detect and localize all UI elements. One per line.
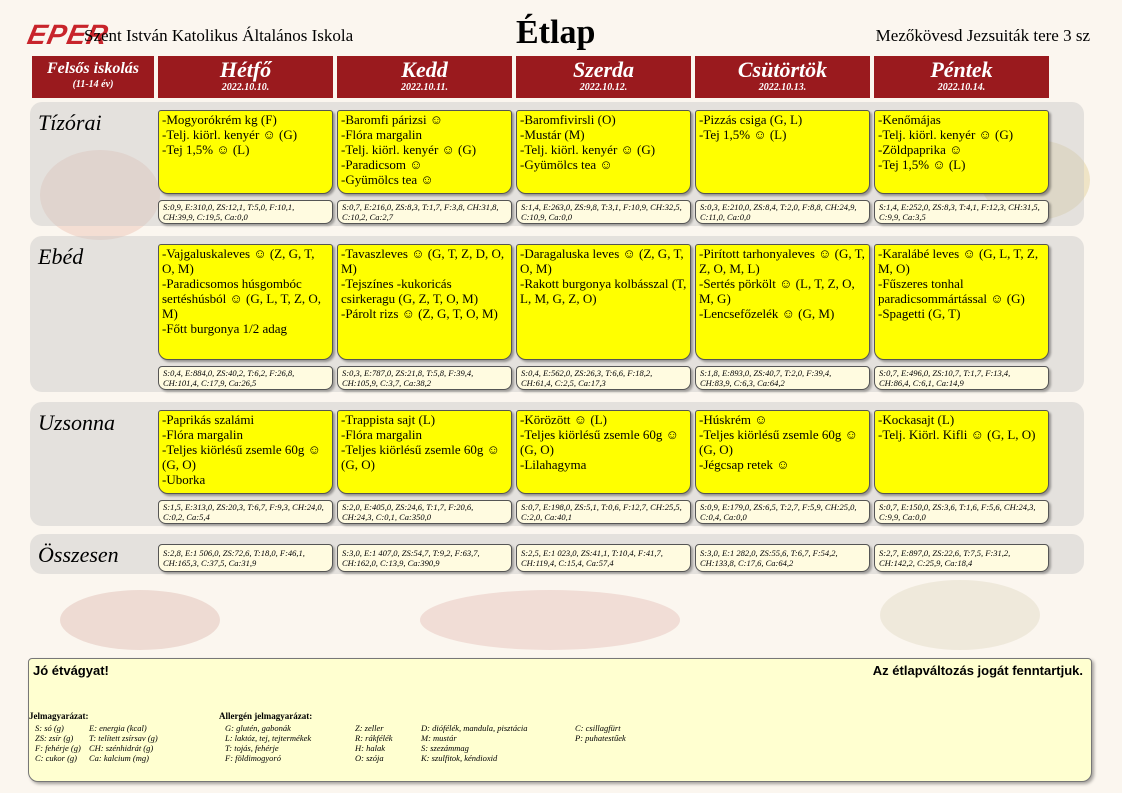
row-spacer (32, 98, 154, 106)
school-name: Szent István Katolikus Általános Iskola (84, 26, 354, 45)
food-item: -Pirított tarhonyaleves ☺ (G, T, Z, O, M, L) (699, 246, 865, 276)
day-header-cell (695, 56, 870, 98)
row-spacer (158, 396, 333, 406)
legend-entry: M: mustár (421, 733, 457, 743)
row-spacer (32, 530, 154, 538)
row-spacer (874, 98, 1049, 106)
totals-nutrition: S:3,0, E:1 282,0, ZS:55,6, T:6,7, F:54,2, CH:133,8, C:17,6, Ca:64,2 (695, 544, 870, 572)
level-label: Felsős iskolás (46, 60, 139, 77)
food-item: -Lilahagyma (520, 457, 587, 472)
legend-entry: O: szója (355, 753, 384, 763)
food-box (516, 244, 691, 360)
food-box (337, 410, 512, 494)
menu-cell (695, 406, 870, 530)
food-item: -Lencsefőzelék ☺ (G, M) (699, 306, 835, 321)
legend-entry: C: cukor (g) (35, 753, 78, 763)
day-name: Kedd (401, 57, 448, 82)
food-item: -Gyümölcs tea ☺ (520, 157, 613, 172)
food-item: -Telj. kiörl. kenyér ☺ (G) (341, 142, 477, 157)
food-box (874, 110, 1049, 194)
row-spacer (516, 396, 691, 406)
school-address: Mezőkövesd Jezsuiták tere 3 sz (875, 26, 1090, 45)
legend-entry: F: fehérje (g) (35, 743, 81, 753)
nutrition-info: S:0,9, E:179,0, ZS:6,5, T:2,7, F:5,9, CH:25,0, C:0,4, Ca:0,0 (695, 500, 870, 524)
food-box (516, 110, 691, 194)
food-item: -Körözött ☺ (L) (520, 412, 607, 427)
menu-cell (158, 406, 333, 530)
day-header-cell (337, 56, 512, 98)
food-item: -Spagetti (G, T) (878, 306, 961, 321)
totals-cell (695, 538, 870, 578)
nutrition-info: S:0,4, E:562,0, ZS:26,3, T:6,6, F:18,2, CH:61,4, C:2,5, Ca:17,3 (516, 366, 691, 390)
nutrition-info: S:0,7, E:496,0, ZS:10,7, T:1,7, F:13,4, CH:86,4, C:6,1, Ca:14,9 (874, 366, 1049, 390)
legend-entry: C: csillagfürt (575, 723, 621, 733)
school-logo: EPER (24, 19, 112, 50)
food-box (158, 410, 333, 494)
nutrition-info: S:1,5, E:313,0, ZS:20,3, T:6,7, F:9,3, CH:24,0, C:0,2, Ca:5,4 (158, 500, 333, 524)
background-decoration (60, 590, 220, 650)
level-header-cell (32, 56, 154, 98)
day-header-cell (516, 56, 691, 98)
day-date: 2022.10.13. (758, 82, 807, 93)
nutrition-info: S:0,9, E:310,0, ZS:12,1, T:5,0, F:10,1, CH:39,9, C:19,5, Ca:0,0 (158, 200, 333, 224)
food-box (695, 244, 870, 360)
legend-entry: D: diófélék, mandula, pisztácia (421, 723, 528, 733)
menu-cell (516, 106, 691, 230)
legend-entry: ZS: zsír (g) (35, 733, 74, 743)
row-spacer (516, 530, 691, 538)
food-item: -Karalábé leves ☺ (G, L, T, Z, M, O) (878, 246, 1039, 276)
meal-label: Ebéd (38, 244, 84, 269)
food-item: -Vajgaluskaleves ☺ (Z, G, T, O, M) (162, 246, 315, 276)
bon-appetit-text: Jó étvágyat! (33, 663, 109, 678)
background-decoration (880, 580, 1040, 650)
day-name: Péntek (930, 57, 993, 82)
menu-cell (158, 240, 333, 396)
allergen-legend-title: Allergén jelmagyarázat: (219, 711, 313, 721)
food-item: -Flóra margalin (341, 427, 422, 442)
food-box (874, 244, 1049, 360)
page-title: Étlap (516, 14, 596, 51)
totals-nutrition: S:2,8, E:1 506,0, ZS:72,6, T:18,0, F:46,1, CH:165,3, C:37,5, Ca:31,9 (158, 544, 333, 572)
menu-cell (516, 406, 691, 530)
row-spacer (516, 230, 691, 240)
row-spacer (695, 530, 870, 538)
totals-cell (516, 538, 691, 578)
nutrition-info: S:1,4, E:252,0, ZS:8,3, T:4,1, F:12,3, CH:31,5, C:9,9, Ca:3,5 (874, 200, 1049, 224)
food-item: -Teljes kiörlésű zsemle 60g ☺ (G, O) (162, 442, 321, 472)
nutrition-legend-title: Jelmagyarázat: (29, 711, 89, 721)
food-box (158, 110, 333, 194)
food-item: -Teljes kiörlésű zsemle 60g ☺ (G, O) (341, 442, 500, 472)
food-item: -Főtt burgonya 1/2 adag (162, 321, 288, 336)
totals-nutrition: S:2,7, E:897,0, ZS:22,6, T:7,5, F:31,2, CH:142,2, C:25,9, Ca:18,4 (874, 544, 1049, 572)
menu-cell (695, 106, 870, 230)
row-spacer (158, 230, 333, 240)
legend-entry: Ca: kalcium (mg) (89, 753, 149, 763)
food-item: -Rakott burgonya kolbásszal (T, L, M, G, Z, O) (520, 276, 687, 306)
legend-entry: R: rákfélék (355, 733, 393, 743)
legend-entry: F: földimogyoró (225, 753, 281, 763)
allergen-legend-column (421, 723, 527, 763)
legend-entry: H: halak (355, 743, 385, 753)
menu-cell (874, 106, 1049, 230)
totals-cell (337, 538, 512, 578)
totals-label: Összesen (38, 542, 119, 567)
food-box (695, 110, 870, 194)
legend-entry: P: puhatestűek (575, 733, 626, 743)
menu-cell (874, 240, 1049, 396)
row-spacer (337, 98, 512, 106)
food-item: -Telj. kiörl. kenyér ☺ (G) (520, 142, 656, 157)
day-date: 2022.10.14. (937, 82, 986, 93)
food-item: -Trappista sajt (L) (341, 412, 436, 427)
food-item: -Tej 1,5% ☺ (L) (878, 157, 966, 172)
nutrition-info: S:0,3, E:787,0, ZS:21,8, T:5,8, F:39,4, CH:105,9, C:3,7, Ca:38,2 (337, 366, 512, 390)
food-item: -Zöldpaprika ☺ (878, 142, 963, 157)
food-box (695, 410, 870, 494)
food-item: -Flóra margalin (162, 427, 243, 442)
food-item: -Tejszínes -kukoricás csirkeragu (G, Z, T, O, M) (341, 276, 479, 306)
row-spacer (695, 230, 870, 240)
food-item: -Jégcsap retek ☺ (699, 457, 790, 472)
row-spacer (874, 396, 1049, 406)
menu-cell (337, 240, 512, 396)
row-spacer (695, 396, 870, 406)
food-box (874, 410, 1049, 494)
food-item: -Paprikás szalámi (162, 412, 255, 427)
food-item: -Kenőmájas (878, 112, 941, 127)
nutrition-info: S:2,0, E:405,0, ZS:24,6, T:1,7, F:20,6, CH:24,3, C:0,1, Ca:350,0 (337, 500, 512, 524)
page-header (0, 0, 1122, 52)
menu-cell (874, 406, 1049, 530)
food-item: -Baromfi párizsi ☺ (341, 112, 444, 127)
day-name: Hétfő (219, 57, 272, 82)
row-spacer (337, 530, 512, 538)
totals-nutrition: S:3,0, E:1 407,0, ZS:54,7, T:9,2, F:63,7, CH:162,0, C:13,9, Ca:390,9 (337, 544, 512, 572)
menu-cell (695, 240, 870, 396)
food-item: -Mogyorókrém kg (F) (162, 112, 277, 127)
food-item: -Sertés pörkölt ☺ (L, T, Z, O, M, G) (699, 276, 855, 306)
row-spacer (874, 230, 1049, 240)
food-item: -Telj. Kiörl. Kifli ☺ (G, L, O) (878, 427, 1036, 442)
row-spacer (695, 98, 870, 106)
menu-cell (158, 106, 333, 230)
day-date: 2022.10.11. (401, 82, 448, 93)
row-spacer (337, 230, 512, 240)
food-item: -Tavaszleves ☺ (G, T, Z, D, O, M) (341, 246, 505, 276)
food-item: -Pizzás csiga (G, L) (699, 112, 803, 127)
food-item: -Teljes kiörlésű zsemle 60g ☺ (G, O) (520, 427, 679, 457)
allergen-legend-column (355, 723, 393, 763)
food-item: -Tej 1,5% ☺ (L) (162, 142, 250, 157)
food-item: -Telj. kiörl. kenyér ☺ (G) (162, 127, 298, 142)
legend-entry: T: telített zsírsav (g) (89, 733, 158, 743)
day-date: 2022.10.12. (579, 82, 628, 93)
menu-cell (516, 240, 691, 396)
row-spacer (874, 530, 1049, 538)
legend-entry: T: tojás, fehérje (225, 743, 279, 753)
food-item: -Párolt rizs ☺ (Z, G, T, O, M) (341, 306, 498, 321)
row-spacer (32, 230, 154, 240)
food-item: -Telj. kiörl. kenyér ☺ (G) (878, 127, 1014, 142)
row-spacer (158, 98, 333, 106)
allergen-legend-column (575, 723, 626, 743)
menu-cell (337, 106, 512, 230)
food-box (158, 244, 333, 360)
level-age: (11-14 év) (72, 79, 114, 90)
meal-label: Tízórai (38, 110, 102, 135)
totals-cell (874, 538, 1049, 578)
legend-entry: CH: szénhidrát (g) (89, 743, 154, 753)
row-spacer (32, 396, 154, 406)
disclaimer-text: Az étlapváltozás jogát fenntartjuk. (872, 663, 1083, 678)
meal-label: Uzsonna (38, 410, 116, 435)
nutrition-info: S:1,4, E:263,0, ZS:9,8, T:3,1, F:10,9, CH:32,5, C:10,9, Ca:0,0 (516, 200, 691, 224)
row-spacer (158, 530, 333, 538)
nutrition-info: S:1,8, E:893,0, ZS:40,7, T:2,0, F:39,4, CH:83,9, C:6,3, Ca:64,2 (695, 366, 870, 390)
legend-entry: Z: zeller (355, 723, 384, 733)
legend-entry: K: szulfitok, kéndioxid (421, 753, 498, 763)
nutrition-info: S:0,7, E:216,0, ZS:8,3, T:1,7, F:3,8, CH:31,8, C:10,2, Ca:2,7 (337, 200, 512, 224)
day-header-cell (874, 56, 1049, 98)
nutrition-info: S:0,4, E:884,0, ZS:40,2, T:6,2, F:26,8, CH:101,4, C:17,9, Ca:26,5 (158, 366, 333, 390)
day-name: Szerda (572, 57, 635, 82)
food-box (337, 244, 512, 360)
legend-entry: L: laktóz, tej, tejtermékek (225, 733, 312, 743)
allergen-legend-column (225, 723, 311, 763)
legend-entry: G: glutén, gabonák (225, 723, 291, 733)
day-date: 2022.10.10. (221, 82, 270, 93)
food-item: -Paradicsom ☺ (341, 157, 423, 172)
food-item: -Fűszeres tonhal paradicsommártással ☺ (G) (878, 276, 1025, 306)
totals-nutrition: S:2,5, E:1 023,0, ZS:41,1, T:10,4, F:41,7, CH:119,4, C:15,4, Ca:57,4 (516, 544, 691, 572)
food-item: -Baromfivirsli (O) (520, 112, 616, 127)
menu-cell (337, 406, 512, 530)
totals-cell (158, 538, 333, 578)
nutrition-legend-column (35, 723, 81, 763)
food-item: -Kockasajt (L) (878, 412, 955, 427)
footer-panel (28, 658, 1092, 782)
menu-grid (32, 56, 1049, 578)
food-box (516, 410, 691, 494)
legend-entry: E: energia (kcal) (89, 723, 147, 733)
legend-entry: S: szezámmag (421, 743, 469, 753)
nutrition-legend-column (89, 723, 158, 763)
nutrition-info: S:0,3, E:210,0, ZS:8,4, T:2,0, F:8,8, CH:24,9, C:11,0, Ca:0,0 (695, 200, 870, 224)
nutrition-info: S:0,7, E:150,0, ZS:3,6, T:1,6, F:5,6, CH:24,3, C:9,9, Ca:0,0 (874, 500, 1049, 524)
day-header-cell (158, 56, 333, 98)
background-decoration (420, 590, 680, 650)
food-item: -Gyümölcs tea ☺ (341, 172, 434, 187)
food-item: -Paradicsomos húsgombóc sertéshúsból ☺ (G, L, T, Z, O, M) (162, 276, 322, 321)
row-spacer (516, 98, 691, 106)
food-item: -Teljes kiörlésű zsemle 60g ☺ (G, O) (699, 427, 858, 457)
nutrition-info: S:0,7, E:198,0, ZS:5,1, T:0,6, F:12,7, CH:25,5, C:2,0, Ca:40,1 (516, 500, 691, 524)
food-item: -Uborka (162, 472, 206, 487)
food-item: -Daragaluska leves ☺ (Z, G, T, O, M) (520, 246, 684, 276)
day-name: Csütörtök (737, 57, 828, 82)
food-item: -Tej 1,5% ☺ (L) (699, 127, 787, 142)
row-spacer (337, 396, 512, 406)
food-item: -Flóra margalin (341, 127, 422, 142)
food-item: -Mustár (M) (520, 127, 585, 142)
food-box (337, 110, 512, 194)
legend-entry: S: só (g) (35, 723, 64, 733)
food-item: -Húskrém ☺ (699, 412, 768, 427)
